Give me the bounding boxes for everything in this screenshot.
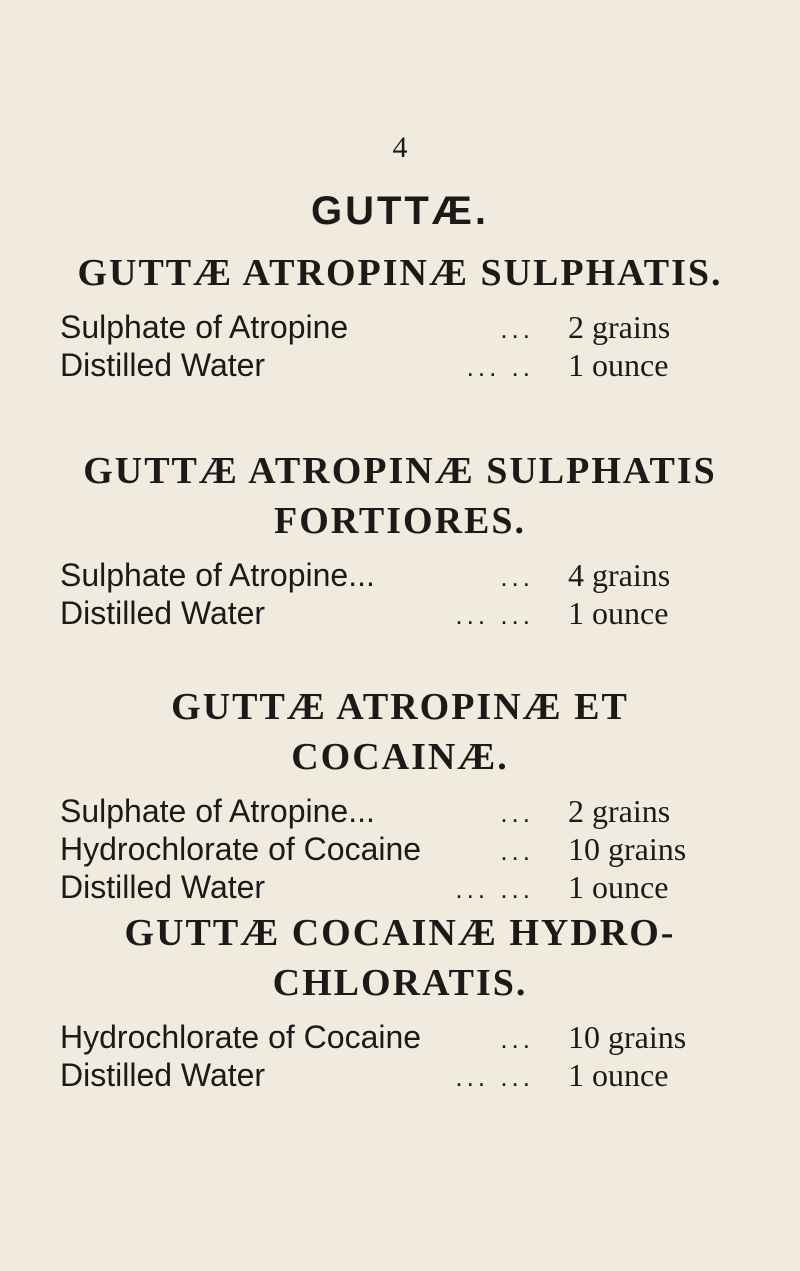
ingredient-quantity: 10 grains [568,1019,687,1055]
ingredient-quantity: 1 ounce [568,869,669,905]
ingredient-name: Sulphate of Atropine... [60,557,375,593]
section-title: GUTTÆ ATROPINÆ SULPHATIS FORTIORES. [83,450,717,542]
section-title: GUTTÆ ATROPINÆ ET COCAINÆ. [171,686,629,778]
dot-leader: ... [500,836,534,866]
ingredient-list [60,556,740,632]
recipe-atropine-sulphate [60,248,740,384]
ingredient-quantity: 10 grains [568,831,687,867]
recipe-atropine-sulphate-fortiores [60,446,740,632]
ingredient-list [60,308,740,384]
ingredient-row [60,556,740,594]
ingredient-name: Distilled Water [60,869,266,905]
dot-leader: ... ... [455,600,534,630]
dot-leader: ... [500,562,534,592]
ingredient-list [60,1018,740,1094]
ingredient-name: Sulphate of Atropine... [60,793,375,829]
ingredient-row [60,594,740,632]
section-title: GUTTÆ ATROPINÆ SULPHATIS. [77,252,723,294]
page-title: GUTTÆ. [311,189,489,233]
ingredient-quantity: 1 ounce [568,1057,669,1093]
ingredient-quantity: 1 ounce [568,347,669,383]
ingredient-row [60,308,740,346]
page-number: 4 [392,131,408,164]
dot-leader: ... [500,314,534,344]
ingredient-row [60,792,740,830]
dot-leader: ... [500,1024,534,1054]
ingredient-row [60,1056,740,1094]
ingredient-row [60,1018,740,1056]
ingredient-name: Sulphate of Atropine [60,309,349,345]
recipe-cocaine-hydrochlorate [60,908,740,1094]
ingredient-name: Distilled Water [60,1057,266,1093]
recipe-atropine-cocaine [60,682,740,906]
ingredient-quantity: 2 grains [568,793,671,829]
dot-leader: ... ... [455,1062,534,1092]
ingredient-row [60,830,740,868]
section-title: GUTTÆ COCAINÆ HYDRO- CHLORATIS. [124,912,676,1004]
ingredient-name: Hydrochlorate of Cocaine [60,831,422,867]
ingredient-quantity: 4 grains [568,557,671,593]
ingredient-row [60,868,740,906]
ingredient-quantity: 2 grains [568,309,671,345]
ingredient-name: Distilled Water [60,595,266,631]
ingredient-row [60,346,740,384]
dot-leader: ... ... [455,874,534,904]
ingredient-name: Hydrochlorate of Cocaine [60,1019,422,1055]
ingredient-list [60,792,740,906]
dot-leader: ... .. [466,352,534,382]
ingredient-quantity: 1 ounce [568,595,669,631]
ingredient-name: Distilled Water [60,347,266,383]
dot-leader: ... [500,798,534,828]
